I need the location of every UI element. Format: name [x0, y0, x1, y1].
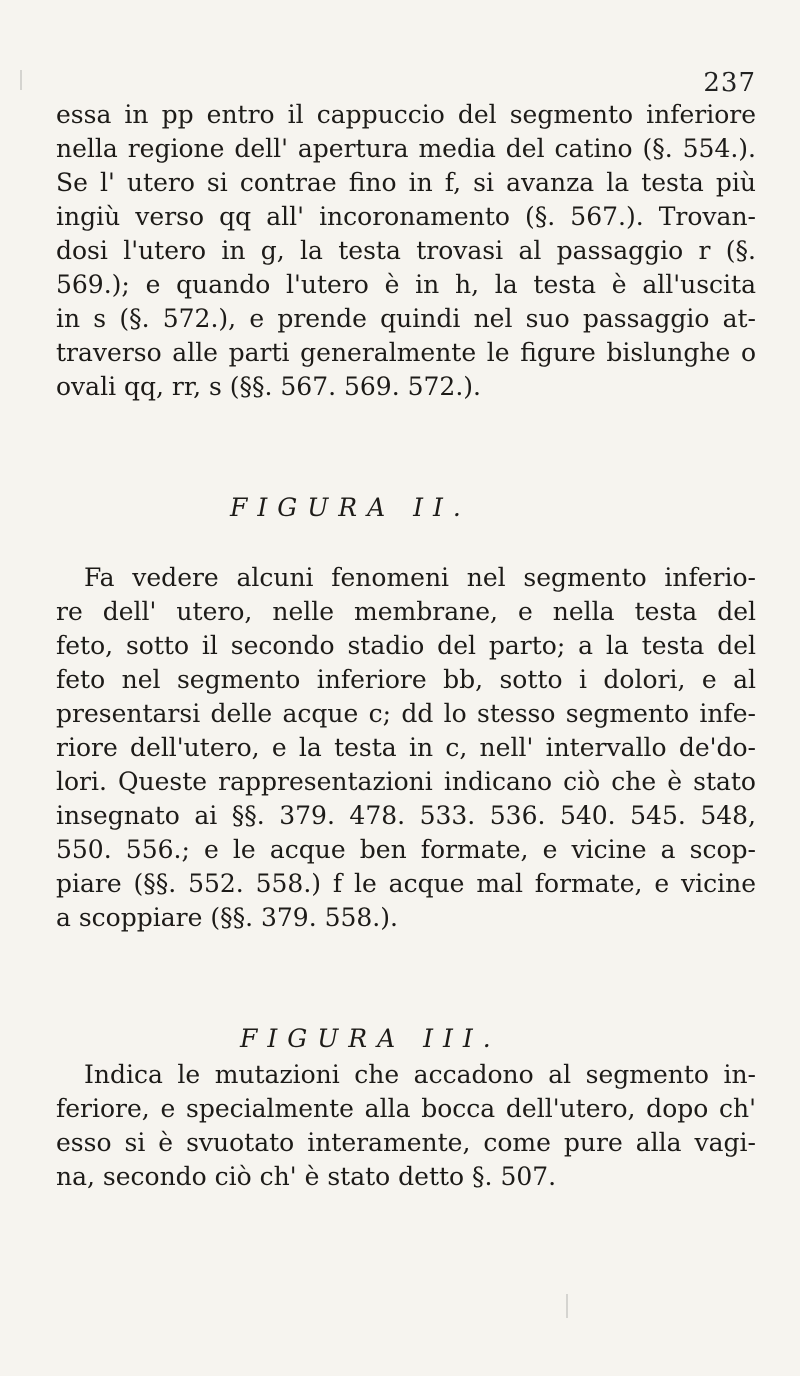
text-line: dosi l'utero in g, la testa trovasi al passaggio r (§.: [56, 236, 756, 265]
text-line: Indica le mutazioni che accadono al segmento in-: [84, 1060, 756, 1089]
text-line: feto, sotto il secondo stadio del parto; a la testa del: [56, 631, 756, 660]
text-line: lori. Queste rappresentazioni indicano ciò che è stato: [56, 767, 756, 796]
text-line: esso si è svuotato interamente, come pure alla vagi-: [56, 1128, 756, 1157]
heading-figura-2: FIGURA II.: [230, 493, 471, 522]
scan-mark: [566, 1294, 568, 1318]
text-line: na, secondo ciò ch' è stato detto §. 507.: [56, 1162, 557, 1191]
text-line: feriore, e specialmente alla bocca dell'utero, dopo ch': [56, 1094, 756, 1123]
text-line: nella regione dell' apertura media del catino (§. 554.).: [56, 134, 756, 163]
text-line: a scoppiare (§§. 379. 558.).: [56, 903, 398, 932]
scan-mark: [20, 70, 22, 90]
text-line: ovali qq, rr, s (§§. 567. 569. 572.).: [56, 372, 481, 401]
paragraph-figura-2: [56, 561, 756, 935]
text-line: riore dell'utero, e la testa in c, nell' intervallo de'do-: [56, 733, 756, 762]
text-line: presentarsi delle acque c; dd lo stesso segmento infe-: [56, 699, 756, 728]
text-line: Se l' utero si contrae fino in f, si avanza la testa più: [56, 168, 756, 197]
text-line: re dell' utero, nelle membrane, e nella testa del: [56, 597, 756, 626]
text-line: essa in pp entro il cappuccio del segmento inferiore: [56, 100, 756, 129]
page-number: 237: [703, 68, 756, 98]
text-line: 569.); e quando l'utero è in h, la testa è all'uscita: [56, 270, 756, 299]
text-line: in s (§. 572.), e prende quindi nel suo passaggio at-: [56, 304, 756, 333]
heading-figura-3: FIGURA III.: [240, 1024, 501, 1053]
text-line: insegnato ai §§. 379. 478. 533. 536. 540. 545. 548,: [56, 801, 756, 830]
paragraph-figure-1-continuation: [56, 98, 756, 404]
text-line: ingiù verso qq all' incoronamento (§. 567.). Trovan-: [56, 202, 756, 231]
text-line: Fa vedere alcuni fenomeni nel segmento inferio-: [84, 563, 756, 592]
text-line: feto nel segmento inferiore bb, sotto i dolori, e al: [56, 665, 756, 694]
paragraph-figura-3: [56, 1058, 756, 1194]
text-line: piare (§§. 552. 558.) f le acque mal formate, e vicine: [56, 869, 756, 898]
text-line: traverso alle parti generalmente le figure bislunghe o: [56, 338, 756, 367]
text-line: 550. 556.; e le acque ben formate, e vicine a scop-: [56, 835, 756, 864]
